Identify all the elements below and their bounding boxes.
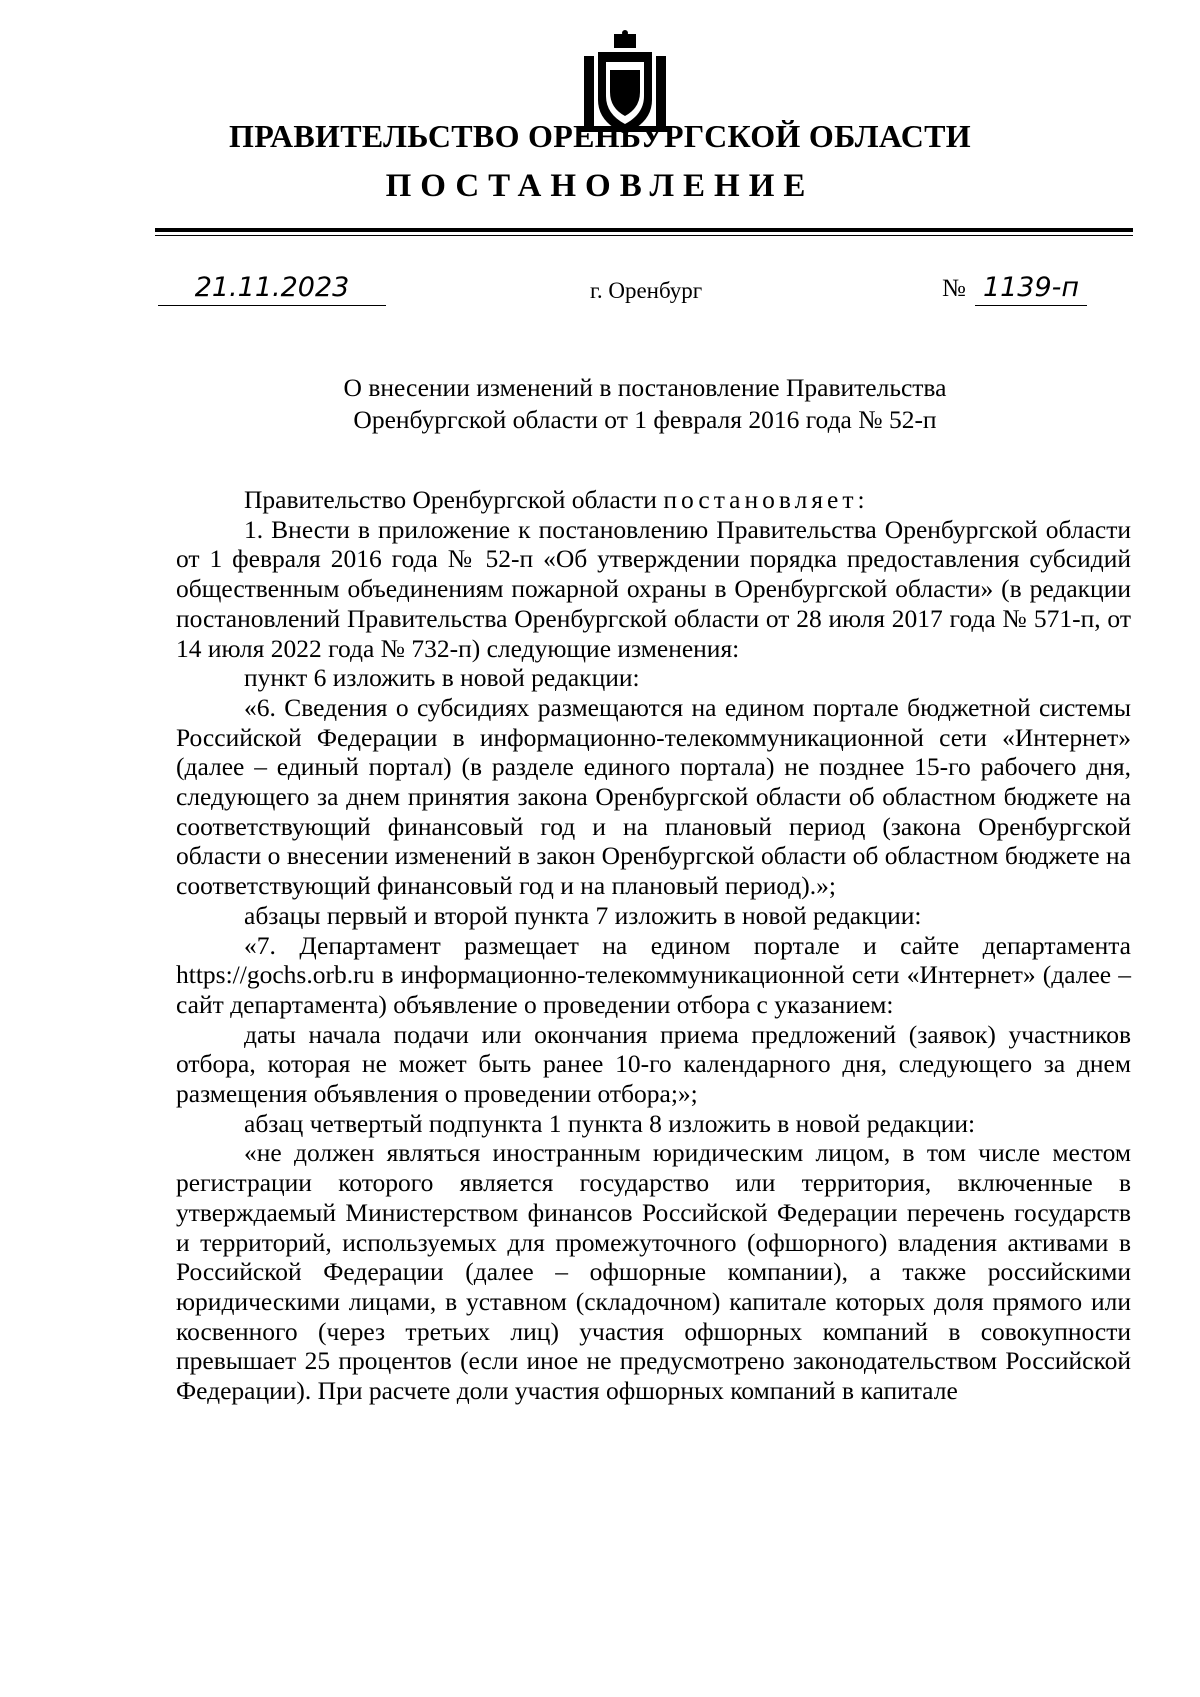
body-paragraph: «не должен являться иностранным юридическим лицом, в том числе местом регистрации которого является государство или территория, включенные в утверждаемый Министерством финансов Российской Федерации перечень государств и территорий, используемых для промежуточного (офшорного) владения активами в Российской Федерации (далее – офшорные компании), а также российскими юридическими лицами, в уставном (складочном) капитале которых доля прямого или косвенного (через третьих лиц) участия офшорных компаний в совокупности превышает 25 процентов (если иное не предусмотрено законодательством Российской Федерации). При расчете доли участия офшорных компаний в капитале <box>176 1138 1131 1406</box>
document-subject <box>300 372 990 436</box>
body-paragraph: «6. Сведения о субсидиях размещаются на едином портале бюджетной системы Российской Федерации в информационно-телекоммуникационной сети «Интернет» (далее – единый портал) (в разделе единого портала) не позднее 15-го рабочего дня, следующего за днем принятия закона Оренбургской области об областном бюджете на соответствующий финансовый год и на плановый период (закона Оренбургской области о внесении изменений в закон Оренбургской области об областном бюджете на соответствующий финансовый год и на плановый период).»; <box>176 692 1131 901</box>
body-paragraph: «7. Департамент размещает на едином портале и сайте департамента https://gochs.orb.ru в информационно-телекоммуникационной сети «Интернет» (далее – сайт департамента) объявление о проведении отбора с указанием: <box>176 930 1131 1019</box>
intro-spaced-verb: постановляет <box>663 485 858 514</box>
organization-title: ПРАВИТЕЛЬСТВО ОРЕНБУРГСКОЙ ОБЛАСТИ <box>229 118 971 154</box>
body-paragraph: 1. Внести в приложение к постановлению Правительства Оренбургской области от 1 февраля 2016 года № 52-п «Об утверждении порядка предоставления субсидий общественным объединениям пожарной охраны в Оренбургской области» (в редакции постановлений Правительства Оренбургской области от 28 июля 2017 года № 571-п, от 14 июля 2022 года № 732-п) следующие изменения: <box>176 514 1131 663</box>
document-number-label: № <box>942 275 966 302</box>
body-paragraph: пункт 6 изложить в новой редакции: <box>244 663 640 693</box>
intro-prefix: Правительство Оренбургской области <box>244 485 664 514</box>
subject-line-1: О внесении изменений в постановление Правительства <box>343 373 947 402</box>
intro-paragraph <box>176 485 1131 515</box>
body-paragraph: абзацы первый и второй пункта 7 изложить в новой редакции: <box>244 900 922 930</box>
intro-suffix: : <box>857 485 865 514</box>
document-body <box>176 485 1131 1406</box>
header-divider-thin <box>155 235 1133 236</box>
body-paragraph: даты начала подачи или окончания приема предложений (заявок) участников отбора, которая не может быть ранее 10-го календарного дня, следующего за днем размещения объявления о проведении отбора;»; <box>176 1019 1131 1109</box>
body-paragraph: абзац четвертый подпункта 1 пункта 8 изложить в новой редакции: <box>244 1108 976 1138</box>
subject-line-2: Оренбургской области от 1 февраля 2016 года № 52-п <box>353 405 937 434</box>
document-number: 1139-п <box>975 272 1087 306</box>
document-date: 21.11.2023 <box>158 272 386 306</box>
document-type-title: ПОСТАНОВЛЕНИЕ <box>385 168 815 204</box>
header-divider-thick <box>155 228 1133 232</box>
document-city: г. Оренбург <box>590 278 703 303</box>
